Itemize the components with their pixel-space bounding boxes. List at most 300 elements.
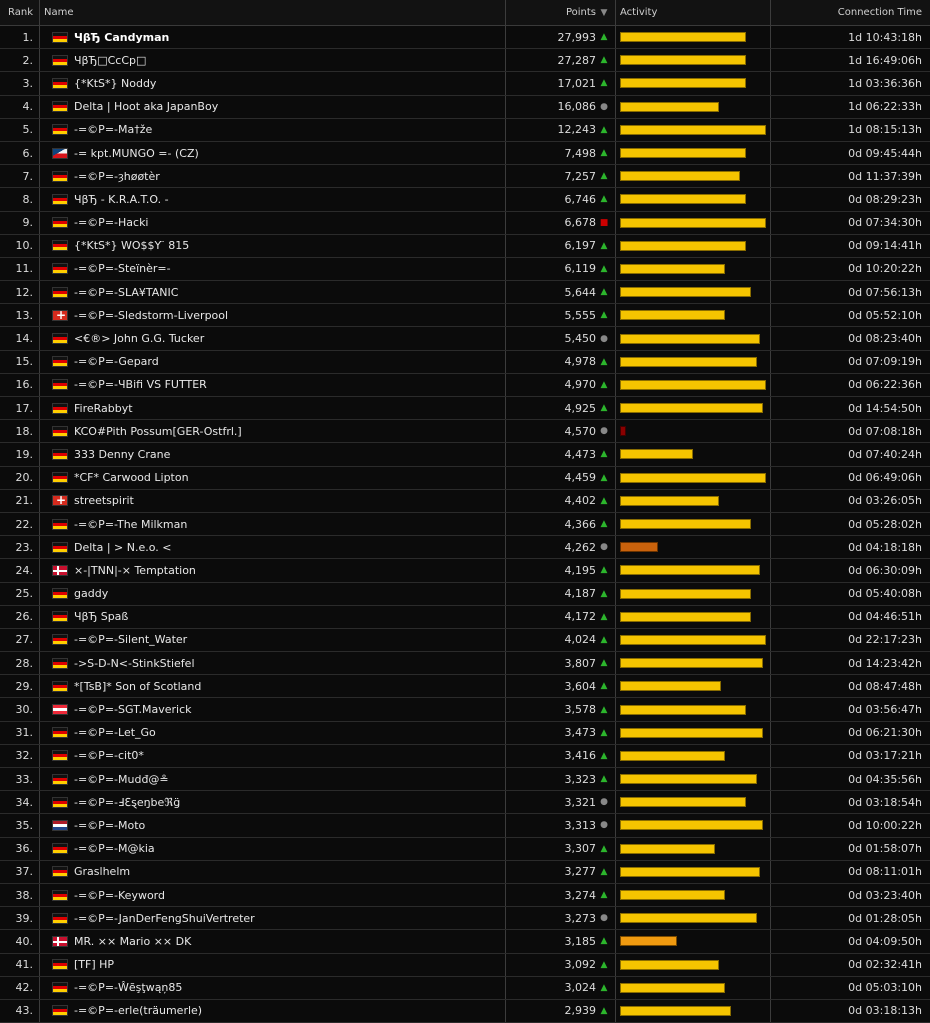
points-value: 4,195: [564, 563, 596, 577]
trend-up-icon: ▲: [600, 774, 608, 785]
header-points[interactable]: [506, 0, 616, 25]
connection-time-value: 0d 02:32:41h: [848, 958, 922, 972]
connection-time-cell: [771, 188, 930, 210]
player-name[interactable]: -=©P=-cit0*: [74, 749, 144, 763]
points-cell: [506, 861, 616, 883]
connection-time-cell: [771, 467, 930, 489]
table-row[interactable]: [0, 212, 930, 235]
header-activity[interactable]: Activity: [616, 0, 771, 25]
trend-up-icon: ▲: [600, 194, 608, 205]
flag-germany-icon: [52, 449, 68, 460]
points-cell: [506, 791, 616, 813]
flag-germany-icon: [52, 426, 68, 437]
points-cell: [506, 443, 616, 465]
table-row[interactable]: [0, 838, 930, 861]
flag-denmark-icon: [52, 565, 68, 576]
player-name[interactable]: -=©P=-ЧBifi VS FUTTER: [74, 378, 207, 392]
rank-text: 42.: [15, 981, 33, 995]
points-value: 5,555: [564, 308, 596, 322]
name-cell[interactable]: [40, 536, 506, 558]
table-row[interactable]: [0, 142, 930, 165]
player-name[interactable]: -=©P=-Ŵẽşţwąņ85: [74, 981, 183, 995]
connection-time-cell: [771, 559, 930, 581]
name-cell[interactable]: [40, 490, 506, 512]
trend-up-icon: ▲: [600, 611, 608, 622]
activity-bar: [620, 681, 721, 691]
flag-denmark-icon: [52, 936, 68, 947]
name-cell[interactable]: [40, 235, 506, 257]
connection-time-cell: [771, 698, 930, 720]
flag-germany-icon: [52, 32, 68, 43]
activity-cell: [616, 930, 771, 952]
name-cell[interactable]: [40, 861, 506, 883]
connection-time-cell: [771, 212, 930, 234]
player-name[interactable]: -=©P=-Gepard: [74, 355, 159, 369]
activity-cell: [616, 675, 771, 697]
player-name[interactable]: -=©P=-M@kia: [74, 842, 155, 856]
points-cell: [506, 629, 616, 651]
points-cell: [506, 930, 616, 952]
points-value: 27,287: [557, 53, 596, 67]
player-name[interactable]: [TF] HP: [74, 958, 115, 972]
player-name[interactable]: -=©P=-Ⅎℇȿeŋbeℜg̈: [74, 795, 181, 809]
table-row[interactable]: [0, 235, 930, 258]
table-row[interactable]: [0, 258, 930, 281]
rank-text: 1.: [22, 30, 33, 44]
player-name[interactable]: <€®> John G.G. Tucker: [74, 332, 205, 346]
activity-cell: [616, 281, 771, 303]
connection-time-value: 0d 04:35:56h: [848, 772, 922, 786]
player-name[interactable]: -=©P=-Hacki: [74, 216, 149, 230]
player-name[interactable]: Graslhelm: [74, 865, 131, 879]
rank-text: 23.: [15, 540, 33, 554]
header-name[interactable]: Name: [40, 0, 506, 25]
table-row[interactable]: [0, 49, 930, 72]
flag-germany-icon: [52, 542, 68, 553]
name-cell[interactable]: [40, 791, 506, 813]
table-row[interactable]: [0, 443, 930, 466]
rank-text: 35.: [15, 818, 33, 832]
header-connection-time[interactable]: Connection Time: [837, 7, 922, 18]
player-name[interactable]: -=©P=-Silent_Water: [74, 633, 188, 647]
table-row[interactable]: [0, 1000, 930, 1023]
player-name[interactable]: KCO#Pith Possum[GER-Ostfrl.]: [74, 424, 242, 438]
trend-same-icon: ●: [600, 820, 608, 831]
points-value: 3,604: [564, 679, 596, 693]
activity-cell: [616, 258, 771, 280]
activity-cell: [616, 327, 771, 349]
rank-text: 21.: [15, 494, 33, 508]
trend-up-icon: ▲: [600, 890, 608, 901]
rank-text: 39.: [15, 911, 33, 925]
points-value: 6,197: [564, 239, 596, 253]
name-cell[interactable]: [40, 652, 506, 674]
trend-up-icon: ▲: [600, 588, 608, 599]
rank-cell: [0, 861, 40, 883]
rank-text: 27.: [15, 633, 33, 647]
rank-text: 26.: [15, 610, 33, 624]
points-value: 2,939: [564, 1004, 596, 1018]
rank-cell: [0, 745, 40, 767]
rank-cell: [0, 188, 40, 210]
name-cell[interactable]: [40, 559, 506, 581]
connection-time-cell: [771, 304, 930, 326]
rank-text: 17.: [15, 401, 33, 415]
name-cell[interactable]: [40, 397, 506, 419]
player-name[interactable]: -=©P=-SGT.Maverick: [74, 703, 192, 717]
name-cell[interactable]: [40, 443, 506, 465]
connection-time-value: 1d 10:43:18h: [848, 30, 922, 44]
activity-bar: [620, 774, 757, 784]
name-cell[interactable]: [40, 420, 506, 442]
name-cell[interactable]: [40, 142, 506, 164]
name-cell[interactable]: [40, 327, 506, 349]
rank-text: 41.: [15, 958, 33, 972]
connection-time-cell: [771, 884, 930, 906]
player-name[interactable]: ЧβЂ - K.R.A.T.O. -: [74, 192, 169, 206]
connection-time-value: 0d 06:22:36h: [848, 378, 922, 392]
player-name[interactable]: streetspirit: [74, 494, 134, 508]
points-value: 3,323: [564, 772, 596, 786]
player-name[interactable]: *CF* Carwood Lipton: [74, 471, 189, 485]
flag-germany-icon: [52, 588, 68, 599]
connection-time-value: 0d 08:11:01h: [848, 865, 922, 879]
activity-cell: [616, 814, 771, 836]
trend-up-icon: ▲: [600, 634, 608, 645]
table-row[interactable]: [0, 327, 930, 350]
name-cell[interactable]: [40, 513, 506, 535]
connection-time-cell: [771, 72, 930, 94]
trend-up-icon: ▲: [600, 681, 608, 692]
table-row[interactable]: [0, 583, 930, 606]
points-cell: [506, 142, 616, 164]
player-name[interactable]: -=©P=-ȝhøøtèr: [74, 169, 160, 183]
name-cell[interactable]: [40, 930, 506, 952]
table-row[interactable]: [0, 884, 930, 907]
rank-cell: [0, 977, 40, 999]
rank-cell: [0, 513, 40, 535]
points-value: 4,187: [564, 587, 596, 601]
name-cell[interactable]: [40, 212, 506, 234]
activity-bar: [620, 542, 658, 552]
connection-time-cell: [771, 1000, 930, 1022]
connection-time-value: 0d 03:17:21h: [848, 749, 922, 763]
points-value: 3,274: [564, 888, 596, 902]
activity-bar: [620, 960, 719, 970]
table-row[interactable]: [0, 72, 930, 95]
connection-time-value: 0d 06:49:06h: [848, 471, 922, 485]
player-name[interactable]: ×-|TNN|-× Temptation: [74, 563, 196, 577]
activity-bar: [620, 797, 746, 807]
points-value: 3,273: [564, 911, 596, 925]
activity-bar: [620, 705, 746, 715]
name-cell[interactable]: [40, 96, 506, 118]
player-name[interactable]: -=©P=-JanDerFengShuiVertreter: [74, 911, 255, 925]
table-row[interactable]: [0, 745, 930, 768]
connection-time-cell: [771, 838, 930, 860]
player-name[interactable]: -=©P=-Steïnèr=-: [74, 262, 171, 276]
player-name[interactable]: -=©P=-The Milkman: [74, 517, 188, 531]
player-name[interactable]: Delta | Hoot aka JapanBoy: [74, 100, 219, 114]
rank-cell: [0, 72, 40, 94]
name-cell[interactable]: [40, 351, 506, 373]
trend-same-icon: ●: [600, 101, 608, 112]
activity-cell: [616, 583, 771, 605]
name-cell[interactable]: [40, 838, 506, 860]
name-cell[interactable]: [40, 26, 506, 48]
activity-bar: [620, 403, 763, 413]
name-cell[interactable]: [40, 49, 506, 71]
activity-cell: [616, 235, 771, 257]
connection-time-cell: [771, 606, 930, 628]
table-row[interactable]: [0, 304, 930, 327]
player-name[interactable]: ЧβЂ□CcCp□: [74, 53, 147, 67]
trend-down-icon: ■: [599, 217, 609, 228]
flag-germany-icon: [52, 194, 68, 205]
rank-cell: [0, 722, 40, 744]
player-name[interactable]: -=©P=-Let_Go: [74, 726, 156, 740]
connection-time-cell: [771, 420, 930, 442]
table-row[interactable]: [0, 722, 930, 745]
name-cell[interactable]: [40, 304, 506, 326]
connection-time-cell: [771, 397, 930, 419]
connection-time-cell: [771, 814, 930, 836]
name-cell[interactable]: [40, 954, 506, 976]
trend-up-icon: ▲: [600, 403, 608, 414]
connection-time-cell: [771, 327, 930, 349]
connection-time-cell: [771, 96, 930, 118]
table-row[interactable]: [0, 26, 930, 49]
flag-germany-icon: [52, 78, 68, 89]
rank-text: 29.: [15, 679, 33, 693]
name-cell[interactable]: [40, 165, 506, 187]
flag-germany-icon: [52, 519, 68, 530]
player-name[interactable]: -=©P=-Sledstorm-Liverpool: [74, 308, 229, 322]
table-row[interactable]: [0, 281, 930, 304]
activity-cell: [616, 397, 771, 419]
points-cell: [506, 212, 616, 234]
points-value: 3,024: [564, 981, 596, 995]
name-cell[interactable]: [40, 1000, 506, 1022]
connection-time-value: 0d 01:28:05h: [848, 911, 922, 925]
connection-time-value: 1d 03:36:36h: [848, 76, 922, 90]
activity-bar: [620, 589, 751, 599]
table-row[interactable]: [0, 907, 930, 930]
rank-cell: [0, 814, 40, 836]
table-header: [0, 0, 930, 26]
player-name[interactable]: {*KtS*} Noddy: [74, 76, 157, 90]
name-cell[interactable]: [40, 583, 506, 605]
player-name[interactable]: FireRabbyt: [74, 401, 133, 415]
name-cell[interactable]: [40, 745, 506, 767]
activity-bar: [620, 913, 757, 923]
points-cell: [506, 327, 616, 349]
player-name[interactable]: -=©P=-Keyword: [74, 888, 165, 902]
player-name[interactable]: -=©P=-Moto: [74, 818, 146, 832]
activity-bar: [620, 473, 766, 483]
activity-bar: [620, 867, 760, 877]
activity-bar: [620, 635, 766, 645]
connection-time-value: 0d 09:14:41h: [848, 239, 922, 253]
points-cell: [506, 96, 616, 118]
table-row[interactable]: [0, 675, 930, 698]
points-value: 3,092: [564, 958, 596, 972]
activity-bar: [620, 102, 719, 112]
rank-text: 32.: [15, 749, 33, 763]
table-row[interactable]: [0, 629, 930, 652]
connection-time-cell: [771, 768, 930, 790]
activity-bar: [620, 820, 763, 830]
activity-bar: [620, 194, 746, 204]
flag-germany-icon: [52, 55, 68, 66]
name-cell[interactable]: [40, 188, 506, 210]
activity-bar: [620, 565, 760, 575]
connection-time-cell: [771, 583, 930, 605]
player-name[interactable]: gaddy: [74, 587, 109, 601]
points-value: 5,644: [564, 285, 596, 299]
activity-bar: [620, 32, 746, 42]
name-cell[interactable]: [40, 907, 506, 929]
table-row[interactable]: [0, 490, 930, 513]
name-cell[interactable]: [40, 698, 506, 720]
activity-bar: [620, 936, 677, 946]
points-cell: [506, 745, 616, 767]
points-value: 4,172: [564, 610, 596, 624]
rank-text: 20.: [15, 471, 33, 485]
connection-time-value: 0d 08:23:40h: [848, 332, 922, 346]
player-name[interactable]: ->S-D-N<-StinkStiefel: [74, 656, 195, 670]
sort-desc-icon: ▼: [600, 7, 608, 18]
connection-time-value: 0d 07:56:13h: [848, 285, 922, 299]
table-row[interactable]: [0, 467, 930, 490]
table-row[interactable]: [0, 768, 930, 791]
table-row[interactable]: [0, 165, 930, 188]
table-row[interactable]: [0, 698, 930, 721]
connection-time-value: 0d 14:54:50h: [848, 401, 922, 415]
rank-text: 33.: [15, 772, 33, 786]
name-cell[interactable]: [40, 72, 506, 94]
trend-up-icon: ▲: [600, 263, 608, 274]
connection-time-value: 0d 03:18:54h: [848, 795, 922, 809]
name-cell[interactable]: [40, 606, 506, 628]
flag-germany-icon: [52, 472, 68, 483]
name-cell[interactable]: [40, 722, 506, 744]
player-name[interactable]: ЧβЂ Candyman: [74, 30, 170, 44]
rank-text: 38.: [15, 888, 33, 902]
table-row[interactable]: [0, 791, 930, 814]
table-row[interactable]: [0, 96, 930, 119]
points-cell: [506, 838, 616, 860]
table-row[interactable]: [0, 652, 930, 675]
connection-time-value: 0d 05:40:08h: [848, 587, 922, 601]
name-cell[interactable]: [40, 281, 506, 303]
player-name[interactable]: Delta | > N.e.o. <: [74, 540, 172, 554]
name-cell[interactable]: [40, 629, 506, 651]
table-row[interactable]: [0, 536, 930, 559]
table-row[interactable]: [0, 188, 930, 211]
player-name[interactable]: MR. ×× Mario ×× DK: [74, 934, 192, 948]
table-row[interactable]: [0, 861, 930, 884]
rank-cell: [0, 165, 40, 187]
points-value: 3,807: [564, 656, 596, 670]
flag-germany-icon: [52, 356, 68, 367]
name-cell[interactable]: [40, 977, 506, 999]
points-cell: [506, 304, 616, 326]
flag-germany-icon: [52, 843, 68, 854]
name-cell[interactable]: [40, 467, 506, 489]
name-cell[interactable]: [40, 119, 506, 141]
player-name[interactable]: {*KtS*} WO$$Y ̈ 815: [74, 239, 190, 253]
activity-cell: [616, 467, 771, 489]
activity-bar: [620, 844, 715, 854]
player-name[interactable]: -= kpt.MUNGO =- (CZ): [74, 146, 199, 160]
rank-text: 4.: [22, 100, 33, 114]
rank-cell: [0, 420, 40, 442]
activity-bar: [620, 728, 763, 738]
table-row[interactable]: [0, 954, 930, 977]
trend-up-icon: ▲: [600, 449, 608, 460]
activity-cell: [616, 443, 771, 465]
table-row[interactable]: [0, 351, 930, 374]
table-row[interactable]: [0, 420, 930, 443]
points-value: 4,570: [564, 424, 596, 438]
trend-up-icon: ▲: [600, 519, 608, 530]
name-cell[interactable]: [40, 675, 506, 697]
name-cell[interactable]: [40, 768, 506, 790]
table-row[interactable]: [0, 374, 930, 397]
name-cell[interactable]: [40, 884, 506, 906]
header-rank[interactable]: Rank: [0, 0, 40, 25]
player-name[interactable]: 333 Denny Crane: [74, 447, 171, 461]
activity-cell: [616, 698, 771, 720]
player-name[interactable]: *[TsB]* Son of Scotland: [74, 679, 202, 693]
player-name[interactable]: -=©P=-SLA¥TANIC: [74, 285, 179, 299]
table-row[interactable]: [0, 930, 930, 953]
table-row[interactable]: [0, 397, 930, 420]
connection-time-cell: [771, 443, 930, 465]
table-row[interactable]: [0, 606, 930, 629]
rank-cell: [0, 954, 40, 976]
points-cell: [506, 884, 616, 906]
rank-text: 16.: [15, 378, 33, 392]
connection-time-value: 1d 16:49:06h: [848, 53, 922, 67]
points-value: 7,257: [564, 169, 596, 183]
rank-cell: [0, 258, 40, 280]
table-row[interactable]: [0, 559, 930, 582]
name-cell[interactable]: [40, 814, 506, 836]
connection-time-value: 0d 07:09:19h: [848, 355, 922, 369]
player-name[interactable]: -=©P=-Mudđ@≗: [74, 772, 169, 786]
rank-text: 40.: [15, 934, 33, 948]
player-name[interactable]: -=©P=-Ma†že: [74, 123, 153, 137]
activity-bar: [620, 78, 746, 88]
flag-germany-icon: [52, 1005, 68, 1016]
connection-time-value: 0d 05:52:10h: [848, 308, 922, 322]
points-value: 3,473: [564, 726, 596, 740]
trend-up-icon: ▲: [600, 55, 608, 66]
player-name[interactable]: -=©P=-erle(träumerle): [74, 1004, 203, 1018]
activity-cell: [616, 513, 771, 535]
name-cell[interactable]: [40, 374, 506, 396]
table-row[interactable]: [0, 977, 930, 1000]
table-row[interactable]: [0, 119, 930, 142]
table-row[interactable]: [0, 513, 930, 536]
name-cell[interactable]: [40, 258, 506, 280]
points-cell: [506, 1000, 616, 1022]
rank-cell: [0, 698, 40, 720]
table-row[interactable]: [0, 814, 930, 837]
player-name[interactable]: ЧβЂ Spaß: [74, 610, 129, 624]
